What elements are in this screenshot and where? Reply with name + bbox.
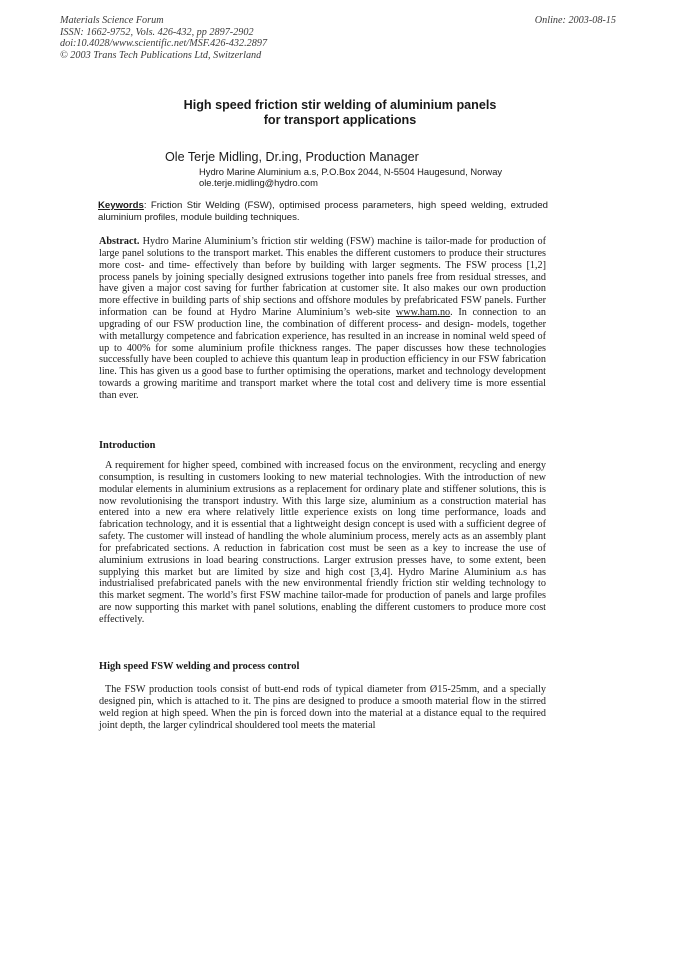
doi-line[interactable]: doi:10.4028/www.scientific.net/MSF.426-432.2897 xyxy=(60,38,268,50)
journal-name: Materials Science Forum xyxy=(60,15,164,26)
keywords-label: Keywords xyxy=(98,200,144,211)
website-link[interactable]: www.ham.no xyxy=(395,307,451,319)
paper-title-line-1: High speed friction stir welding of aluminium panels xyxy=(183,98,497,112)
author-affiliation: Hydro Marine Aluminium a.s, P.O.Box 2044, N-5504 Haugesund, Norway xyxy=(199,166,503,177)
introduction-paragraph: A requirement for higher speed, combined with increased focus on the environment, recycling and energy consumption, is resulting in customers looking to new material technologies. With the introduction of new modular elements in aluminium extrusions as a replacement for ordinary plate and stiffener solutions, this is now revolutionising the transport industry. With this large size, aluminium as a construction material has entered into a new era where relatively little experience exists on long time performance, loads and fabrication technology, and it is essential that a lightweight design concept is used with a sufficient degree of safety. The customer will instead of handling the whole aluminium process, merely acts as an assembly plant for prefabricated sections. A reduction in fabrication cost must be seen as a key to increase the use of aluminium extrusions in load bearing constructions. Larger extrusion presses have, to some extent, been supplying this market but are limited by size and high cost [3,4]. Hydro Marine Aluminium a.s has industrialised prefabricated panels with the new environmental friendly friction stir welding technology to this market segment. The world’s first FSW machine tailor-made for production of panels and large profiles are now supporting this market with panel solutions, enabling the different customers to produce more cost effectively. xyxy=(99,460,546,625)
fsw-section-heading: High speed FSW welding and process control xyxy=(99,661,300,672)
keywords-block xyxy=(98,200,548,224)
author-email[interactable]: ole.terje.midling@hydro.com xyxy=(199,177,318,188)
abstract-label: Abstract. xyxy=(99,236,140,247)
abstract-block xyxy=(99,236,546,402)
introduction-heading: Introduction xyxy=(99,440,156,451)
abstract-text-part-1: Hydro Marine Aluminium’s friction stir welding (FSW) machine is tailor-made for production of large panel solutions to the transport market. This enables the different customers to produce their structures more cost- and time- effectively than before by building with larger segments. The FSW process [1,2] process panels by joining specially designed extrusions together into panels free from residual stresses, and have given a major cost saving for further fabrication at customer site. It also makes our own production more effective in building parts of ship sections and offshore modules by prefabricated FSW panels. Further information can be found at Hydro Marine Aluminium’s web-site xyxy=(99,236,546,319)
keywords-text: : Friction Stir Welding (FSW), optimised process parameters, high speed welding, extruded aluminium profiles, module building techniques. xyxy=(98,200,548,223)
paper-title-line-2: for transport applications xyxy=(263,113,417,127)
journal-header xyxy=(60,15,267,61)
issn-line: ISSN: 1662-9752, Vols. 426-432, pp 2897-2902 xyxy=(60,26,254,38)
online-date: Online: 2003-08-15 xyxy=(534,15,616,26)
copyright-line: © 2003 Trans Tech Publications Ltd, Switzerland xyxy=(60,49,262,61)
fsw-section-paragraph: The FSW production tools consist of butt-end rods of typical diameter from Ø15-25mm, and a specially designed pin, which is attached to it. The pins are designed to produce a smooth material flow in the stirred weld region at high speed. When the pin is forced down into the material at a distance equal to the required joint depth, the larger cylindrical shouldered tool meets the material xyxy=(99,684,546,731)
abstract-text-part-2: . In connection to an upgrading of our FSW production line, the combination of different process- and design- models, together with metallurgy competence and fabrication experience, has resulted in an increase in nominal weld speed of up to 400% for some aluminium profile thickness ranges. The paper discusses how these technologies successfully have been coupled to achieve this quantum leap in production efficiency in our FSW fabrication line. This has given us a good base to further optimising the operations, market and technology development towards a growing maritime and transport market where the total cost and delivery time is more essential than ever. xyxy=(99,307,546,401)
author-name: Ole Terje Midling, Dr.ing, Production Manager xyxy=(165,150,419,164)
